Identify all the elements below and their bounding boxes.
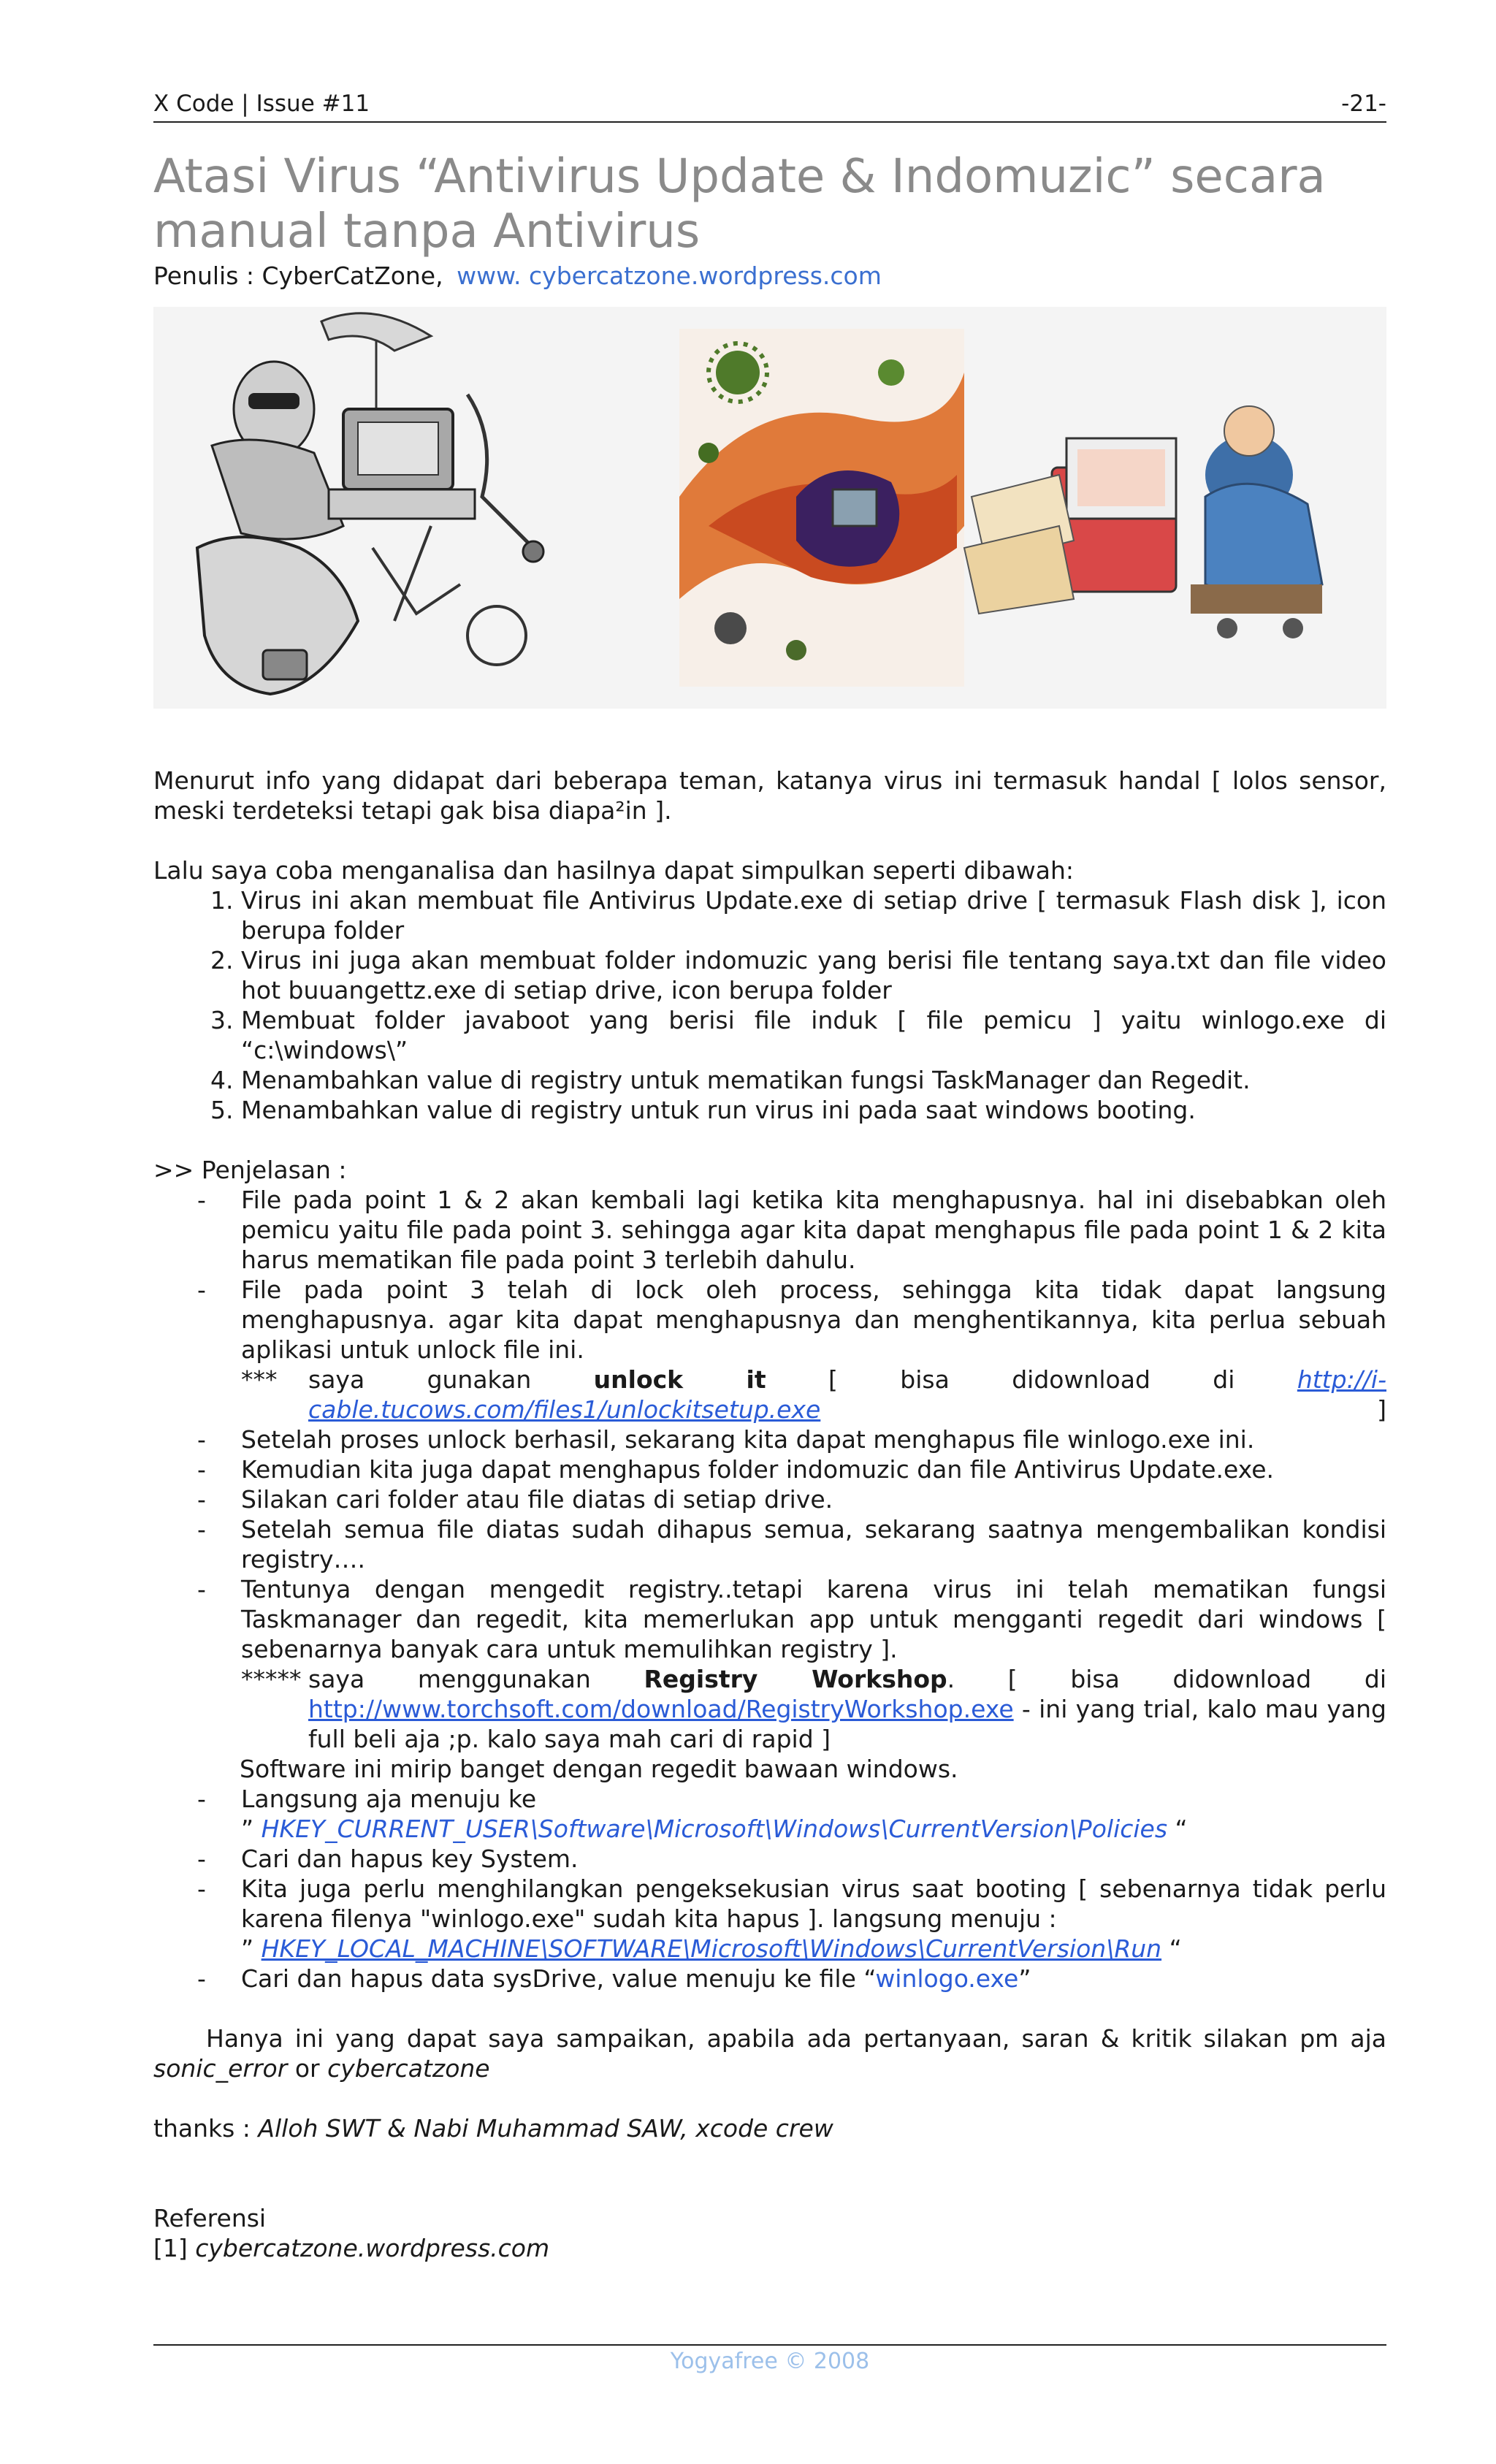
unlockit-note [241, 1365, 1386, 1424]
list-item [153, 1514, 1386, 1574]
note-stars: ***** [241, 1665, 302, 1693]
dash-marker: - [197, 1455, 206, 1484]
author-label: Penulis : [153, 262, 254, 290]
registry-workshop-note [241, 1664, 1386, 1694]
dash-marker: - [197, 1845, 206, 1873]
reference-number: [1] [153, 2234, 188, 2262]
closing-paragraph [153, 2024, 1386, 2083]
dash-marker: - [197, 1485, 206, 1514]
explanation-heading: >> Penjelasan : [153, 1156, 347, 1184]
author-website[interactable]: www. cybercatzone.wordpress.com [457, 262, 882, 290]
thanks-label: thanks : [153, 2114, 251, 2143]
explanation-text: Silakan cari folder atau file diatas di setiap drive. [241, 1485, 833, 1514]
contact-name: cybercatzone [327, 2054, 490, 2083]
dash-marker: - [197, 1425, 206, 1454]
registry-workshop-note-cont [241, 1694, 1386, 1754]
note-stars: *** [241, 1365, 278, 1394]
note-text: saya menggunakan [308, 1665, 591, 1693]
explanation-text: File pada point 1 & 2 akan kembali lagi ketika kita menghapusnya. hal ini disebabkan oleh pemicu yaitu file pada point 3. sehingga agar kita dapat menghapus file pada point 1 & 2 kita harus mematikan file pada point 3 terlebih dahulu. [241, 1186, 1386, 1274]
dash-marker: - [197, 1785, 206, 1813]
reference-item [153, 2233, 1386, 2263]
unlockit-download-link[interactable]: http://i-cable.tucows.com/files1/unlockitsetup.exe [308, 1365, 1386, 1424]
registry-workshop-download-link[interactable]: http://www.torchsoft.com/download/RegistryWorkshop.exe [308, 1695, 1014, 1723]
explanation-list-cont [153, 1784, 1386, 1994]
dash-marker: - [197, 1186, 206, 1214]
explanation-text: Setelah semua file diatas sudah dihapus semua, sekarang saatnya mengembalikan kondisi registry…. [241, 1515, 1386, 1574]
list-item: 5. Menambahkan value di registry untuk run virus ini pada saat windows booting. [241, 1095, 1386, 1125]
list-item [153, 1844, 1386, 1874]
contact-name: sonic_error [153, 2054, 288, 2083]
dash-marker: - [197, 1575, 206, 1603]
note-text: . [ bisa didownload di [947, 1665, 1386, 1693]
closing-or: or [294, 2054, 320, 2083]
explanation-text: Langsung aja menuju ke [241, 1785, 537, 1813]
quote-mark: ” [241, 1934, 254, 1963]
list-item: 4. Menambahkan value di registry untuk mematikan fungsi TaskManager dan Regedit. [241, 1065, 1386, 1095]
hero-illustration-art [153, 307, 1386, 709]
dash-marker: - [197, 1964, 206, 1993]
list-item [153, 1185, 1386, 1275]
article-title: Atasi Virus “Antivirus Update & Indomuzic” secara manual tanpa Antivirus [153, 150, 1326, 259]
analysis-list [153, 885, 1386, 1125]
list-item: 1. Virus ini akan membuat file Antivirus Update.exe di setiap drive [ termasuk Flash disk ], icon berupa folder [241, 885, 1386, 945]
list-item [153, 1275, 1386, 1424]
software-note: Software ini mirip banget dengan regedit bawaan windows. [240, 1755, 958, 1783]
author-name: CyberCatZone, [262, 262, 443, 290]
explanation-text: Cari dan hapus key System. [241, 1845, 579, 1873]
thanks-line [153, 2113, 1386, 2143]
quote-mark: “ [1169, 1934, 1182, 1963]
closing-text: Hanya ini yang dapat saya sampaikan, apabila ada pertanyaan, saran & kritik silakan pm aja [206, 2024, 1386, 2053]
reference-text: cybercatzone.wordpress.com [195, 2234, 550, 2262]
dash-marker: - [197, 1275, 206, 1304]
analysis-intro: Lalu saya coba menganalisa dan hasilnya dapat simpulkan seperti dibawah: [153, 856, 1075, 885]
explanation-text: Tentunya dengan mengedit registry..tetapi karena virus ini telah mematikan fungsi Taskmanager dan regedit, kita memerlukan app untuk mengganti regedit dari windows [ sebenarnya banyak cara untuk memulihkan registry ]. [241, 1575, 1386, 1663]
list-item [153, 1484, 1386, 1514]
page-footer: Yogyafree © 2008 [670, 2349, 870, 2374]
tool-name: unlock it [593, 1365, 766, 1394]
explanation-text: File pada point 3 telah di lock oleh process, sehingga kita tidak dapat langsung menghapusnya. agar kita dapat menghapusnya dan menghentikannya, kita perlua sebuah aplikasi untuk unlock file ini. [241, 1275, 1386, 1364]
registry-key-policies: HKEY_CURRENT_USER\Software\Microsoft\Windows\CurrentVersion\Policies [261, 1815, 1168, 1843]
dash-marker: - [197, 1874, 206, 1903]
explanation-list [153, 1185, 1386, 1754]
quote-mark: ” [241, 1815, 254, 1843]
explanation-text: Kita juga perlu menghilangkan pengeksekusian virus saat booting [ sebenarnya tidak perlu karena filenya "winlogo.exe" sudah kita hapus ]. langsung menuju : [241, 1874, 1386, 1933]
list-item [153, 1784, 1386, 1844]
note-text: saya gunakan [308, 1365, 532, 1394]
note-end: ] [1377, 1395, 1386, 1424]
list-item: 3. Membuat folder javaboot yang berisi file induk [ file pemicu ] yaitu winlogo.exe di “c:\windows\” [241, 1005, 1386, 1065]
list-item [153, 1574, 1386, 1754]
page-header [153, 89, 1386, 123]
note-text: [ bisa didownload di [828, 1365, 1235, 1394]
list-item [153, 1424, 1386, 1454]
list-item: 2. Virus ini juga akan membuat folder indomuzic yang berisi file tentang saya.txt dan file video hot buuangettz.exe di setiap drive, icon berupa folder [241, 945, 1386, 1005]
footer-divider [153, 2344, 1386, 2346]
list-item [153, 1964, 1386, 1994]
list-item [153, 1454, 1386, 1484]
list-item [153, 1874, 1386, 1964]
explanation-text: Kemudian kita juga dapat menghapus folder indomuzic dan file Antivirus Update.exe. [241, 1455, 1275, 1484]
references-heading: Referensi [153, 2204, 267, 2232]
explanation-text: Cari dan hapus data sysDrive, value menuju ke file “ [241, 1964, 876, 1993]
explanation-text: ” [1018, 1964, 1031, 1993]
registry-key-run: HKEY_LOCAL_MACHINE\SOFTWARE\Microsoft\Windows\CurrentVersion\Run [261, 1934, 1162, 1963]
tool-name: Registry Workshop [644, 1665, 947, 1693]
note-text: - ini yang trial, kalo mau yang full beli aja ;p. kalo saya mah cari di rapid ] [308, 1695, 1386, 1753]
author-line [153, 260, 882, 292]
page-number: -21- [1341, 91, 1386, 117]
article-body [153, 766, 1386, 2263]
winlogo-filename: winlogo.exe [875, 1964, 1019, 1993]
hero-illustration [153, 307, 1386, 709]
dash-marker: - [197, 1515, 206, 1544]
virus-art-image [679, 329, 964, 687]
explanation-text: Setelah proses unlock berhasil, sekarang kita dapat menghapus file winlogo.exe ini. [241, 1425, 1255, 1454]
issue-label: X Code | Issue #11 [153, 91, 370, 117]
quote-mark: “ [1175, 1815, 1188, 1843]
thanks-text: Alloh SWT & Nabi Muhammad SAW, xcode crew [258, 2114, 833, 2143]
intro-paragraph: Menurut info yang didapat dari beberapa teman, katanya virus ini termasuk handal [ lolos sensor, meski terdeteksi tetapi gak bisa diapa²in ]. [153, 766, 1386, 825]
